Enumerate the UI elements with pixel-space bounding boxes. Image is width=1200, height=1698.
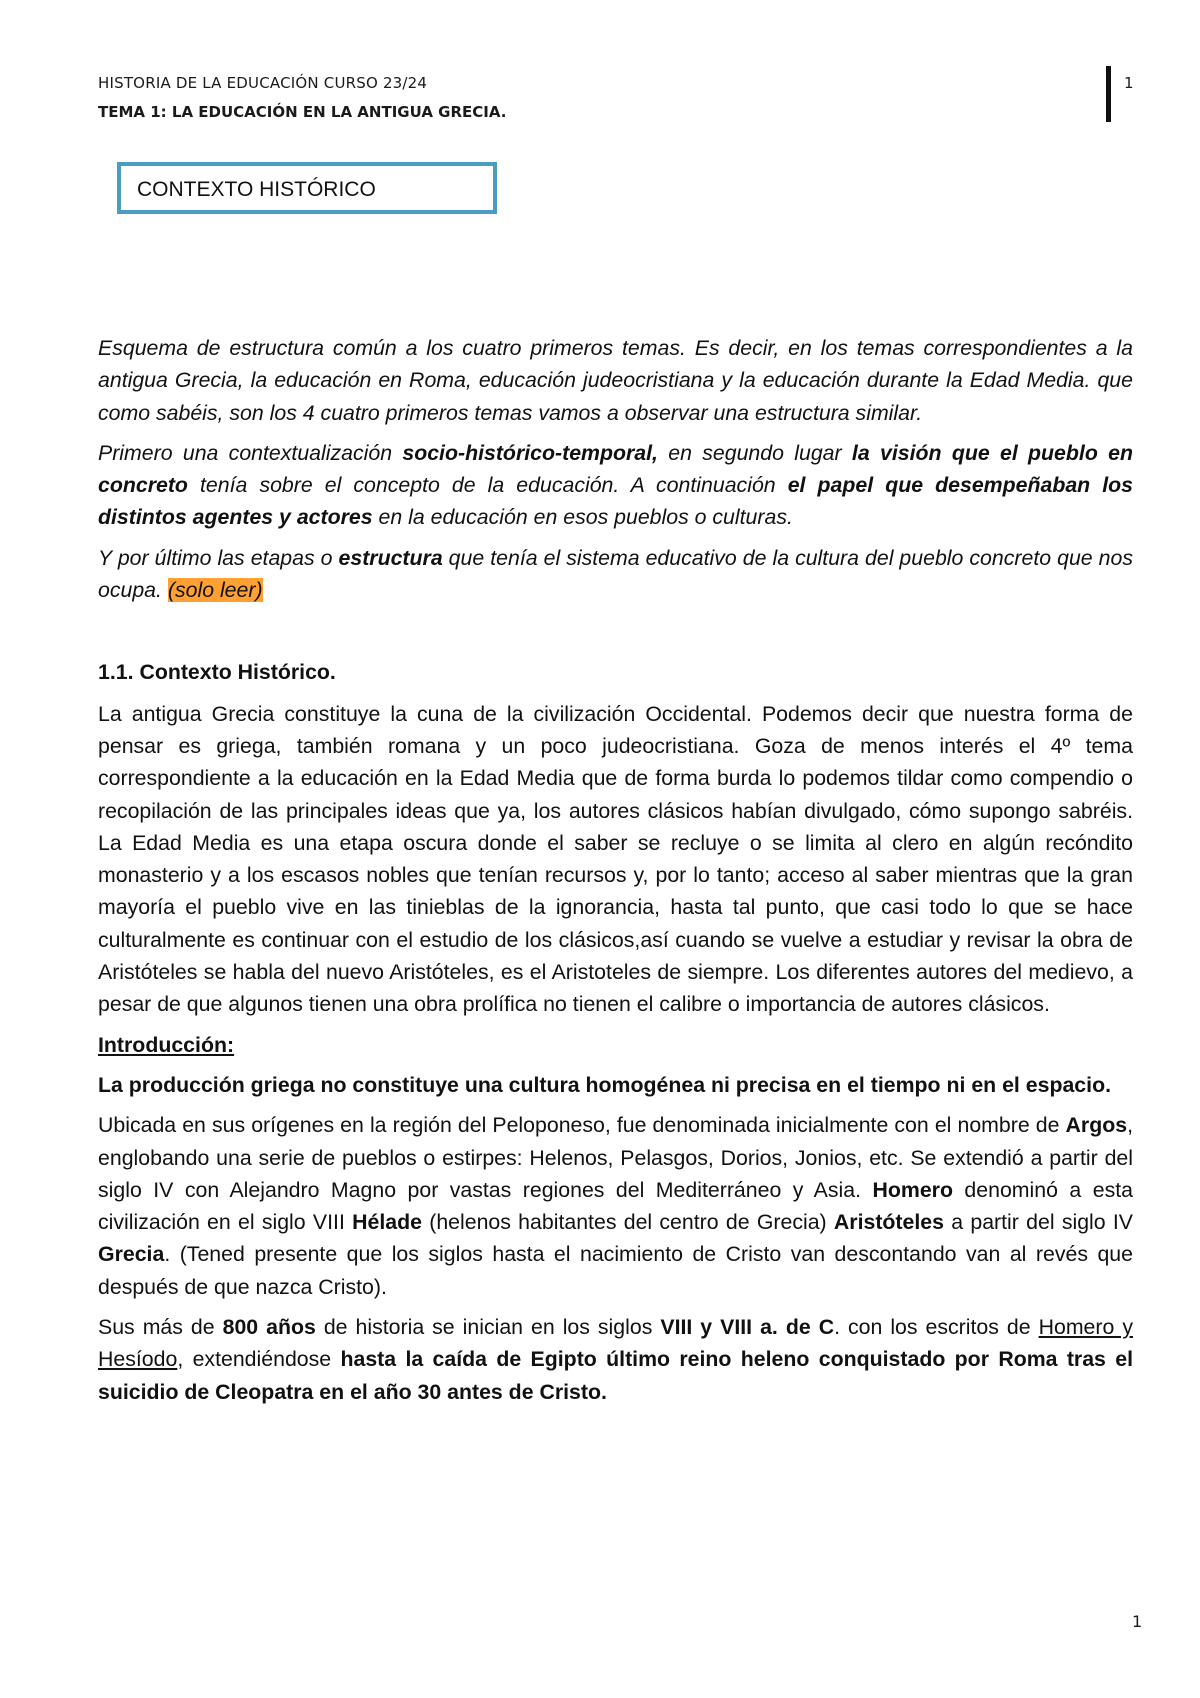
text-run: , extendiéndose — [177, 1347, 341, 1372]
header-course-title: HISTORIA DE LA EDUCACIÓN CURSO 23/24 — [98, 74, 428, 92]
scheme-paragraph-1: Esquema de estructura común a los cuatro primeros temas. Es decir, en los temas correspondientes a la antigua Grecia, la educación en Roma, educación judeocristiana y la educación durante la Edad Media. que como sabéis, son los 4 cuatro primeros temas vamos a observar una estructura similar. — [98, 336, 1133, 425]
bold-run: 800 años — [222, 1315, 316, 1340]
header-topic-title: TEMA 1: LA EDUCACIÓN EN LA ANTIGUA GRECIA. — [98, 103, 507, 121]
highlighted-note: (solo leer) — [167, 578, 263, 603]
section-1-1-body: La antigua Grecia constituye la cuna de la civilización Occidental. Podemos decir que nuestra forma de pensar es griega, también romana y un poco judeocristiana. Goza de menos interés el 4º tema correspondiente a la educación en la Edad Media que de forma burda lo podemos tildar como compendio o recopilación de las principales ideas que ya, los autores clásicos habían divulgado, cómo supongo sabréis. La Edad Media es una etapa oscura donde el saber se recluye o se limita al clero en algún recóndito monasterio y a los escasos nobles que tenían recursos y, por lo tanto; acceso al saber mientras que la gran mayoría el pueblo vive en las tinieblas de la ignorancia, hasta tal punto, que casi todo lo que se hace culturalmente es continuar con el estudio de los clásicos,así cuando se vuelve a estudiar y revisar la obra de Aristóteles se habla del nuevo Aristóteles, es el Aristoteles de siempre. Los diferentes autores del medievo, a pesar de que algunos tienen una obra prolífica no tienen el calibre o importancia de autores clásicos. — [98, 701, 1133, 1017]
introduccion-paragraph-2 — [98, 1311, 1133, 1408]
introduccion-lead: La producción griega no constituye una cultura homogénea ni precisa en el tiempo ni en el espacio. — [98, 1072, 1111, 1097]
context-heading-label: CONTEXTO HISTÓRICO — [137, 178, 376, 201]
text-run: que tenía el sistema educativo de la cultura del pueblo concreto que nos ocupa. — [98, 545, 1133, 603]
document-body — [98, 332, 1133, 1408]
bold-run: Hélade — [352, 1210, 422, 1235]
text-run: . con los escritos de — [834, 1315, 1039, 1340]
scheme-paragraph-2 — [98, 437, 1133, 534]
context-heading-box — [117, 162, 497, 214]
text-run: en la educación en esos pueblos o culturas. — [372, 505, 793, 530]
section-title-1-1: 1.1. Contexto Histórico. — [98, 660, 336, 685]
introduccion-paragraph-1 — [98, 1109, 1133, 1303]
text-run: a partir del siglo IV — [943, 1210, 1134, 1235]
bold-run: Grecia — [98, 1242, 165, 1267]
bold-run: VIII y VIII a. de C — [660, 1315, 835, 1340]
introduccion-title: Introducción: — [98, 1032, 235, 1057]
bold-run: hasta la caída de Egipto último reino heleno conquistado por Roma tras el suicidio de Cleopatra en el año 30 antes de Cristo. — [98, 1347, 1134, 1404]
header-vertical-bar — [1106, 66, 1111, 122]
text-run: . (Tened presente que los siglos hasta el nacimiento de Cristo van descontando van al revés que después de que nazca Cristo). — [98, 1242, 1133, 1299]
text-run: denominó a esta civilización en el siglo VIII — [98, 1177, 1133, 1235]
bold-run: Aristóteles — [833, 1210, 944, 1235]
text-run: Ubicada en sus orígenes en la región del Peloponeso, fue denominada inicialmente con el nombre de — [98, 1113, 1066, 1138]
text-run: Primero una contextualización — [98, 440, 403, 465]
header-page-number: 1 — [1124, 74, 1134, 92]
bold-run: Homero — [872, 1177, 953, 1202]
bold-run: Argos — [1065, 1113, 1128, 1138]
footer-page-number: 1 — [1132, 1612, 1143, 1631]
text-run: , englobando una serie de pueblos o estirpes: Helenos, Pelasgos, Dorios, Jonios, etc. Se extendió a partir del siglo IV con Alejandro Magno por vastas regiones del Mediterráneo y Asia. — [98, 1113, 1133, 1202]
text-run: en segundo lugar — [657, 440, 852, 465]
text-run: tenía sobre el concepto de la educación. A continuación — [187, 473, 788, 498]
bold-run: socio-histórico-temporal, — [402, 440, 658, 465]
text-run: de historia se inician en los siglos — [315, 1315, 661, 1340]
scheme-paragraph-3 — [98, 542, 1133, 607]
bold-run: estructura — [338, 545, 443, 570]
bold-run: la visión que el pueblo en concreto — [98, 440, 1133, 498]
text-run: (helenos habitantes del centro de Grecia) — [421, 1210, 834, 1235]
text-run: Sus más de — [98, 1315, 223, 1340]
text-run: Y por último las etapas o — [98, 545, 339, 570]
underlined-run: Homero y Hesíodo — [98, 1315, 1133, 1372]
bold-run: el papel que desempeñaban los distintos agentes y actores — [98, 473, 1134, 530]
